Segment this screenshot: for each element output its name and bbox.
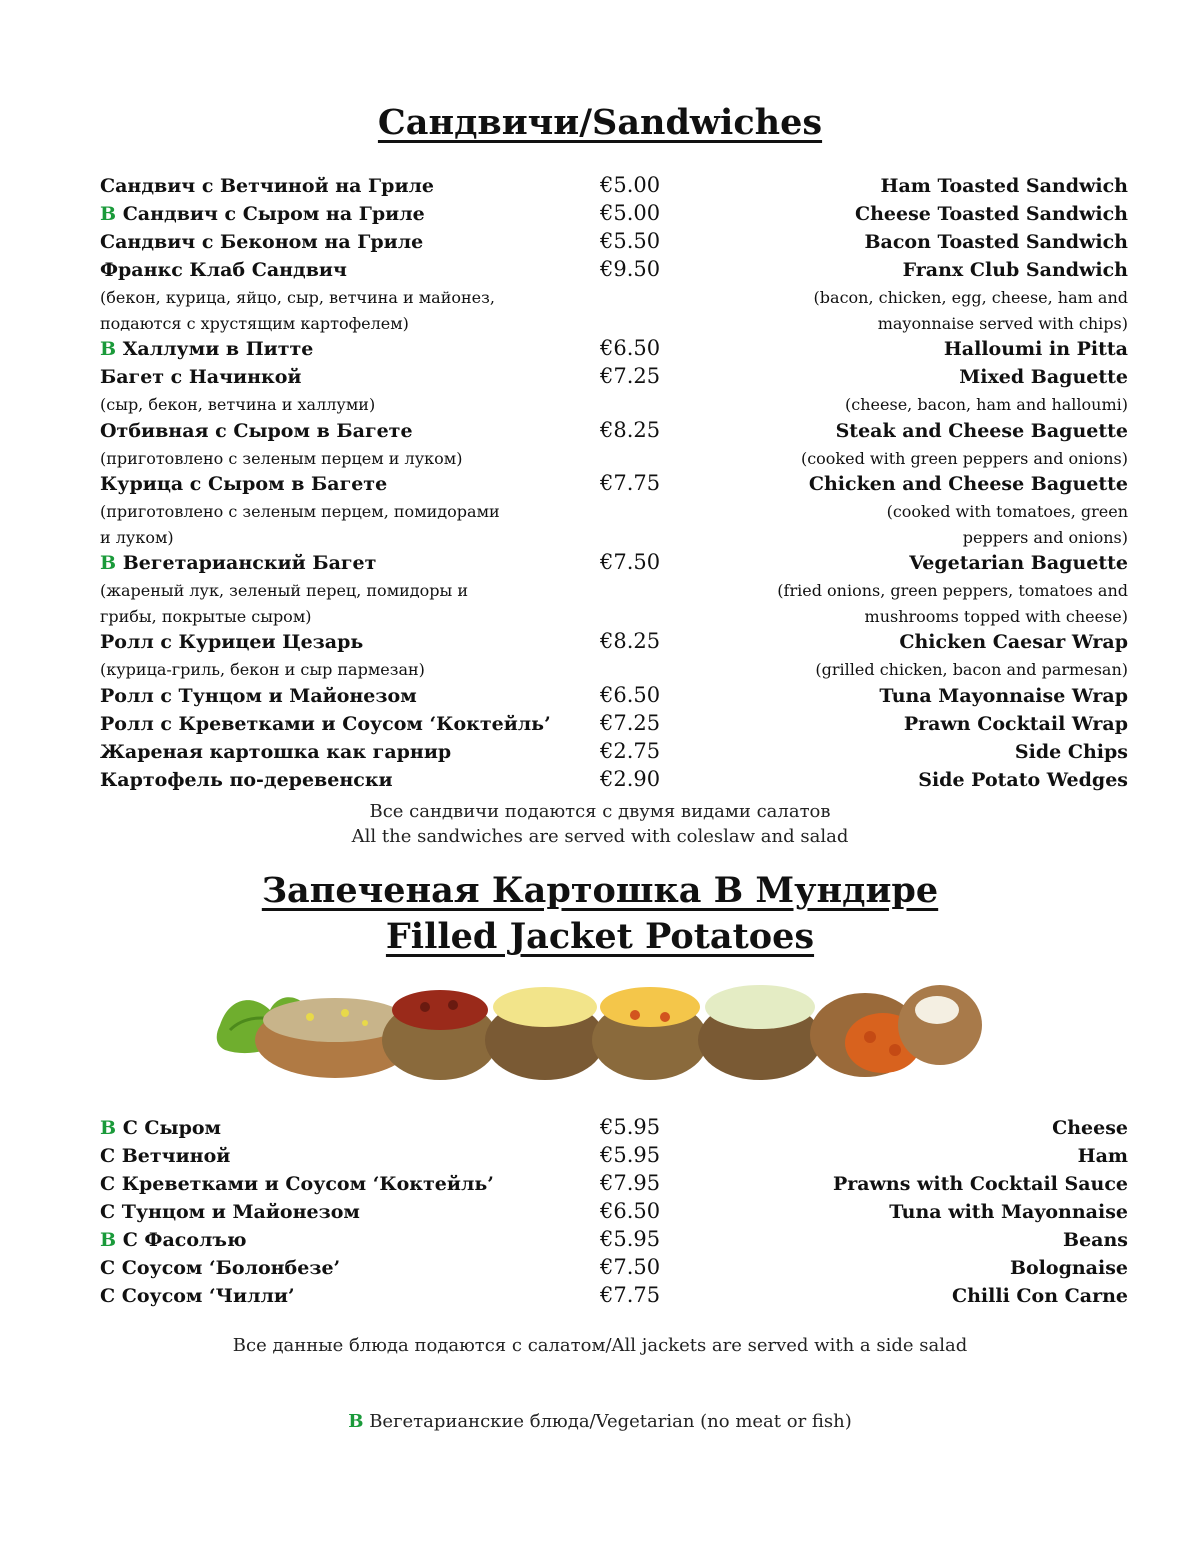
sandwich-list: [100, 173, 1128, 795]
description-line-en: (fried onions, green peppers, tomatoes and: [777, 581, 1128, 600]
item-name-ru: [100, 1145, 600, 1167]
menu-item: [100, 471, 1128, 550]
menu-item: [100, 229, 1128, 257]
sandwiches-note-ru: Все сандвичи подаются с двумя видами салатов: [369, 801, 831, 822]
description-line-en: (cooked with green peppers and onions): [800, 448, 1128, 468]
menu-item-row: [100, 629, 1128, 657]
menu-item-row: [100, 173, 1128, 201]
item-price: €5.00: [600, 201, 661, 225]
item-name-ru: [100, 631, 600, 653]
item-name-en: Ham: [1077, 1145, 1128, 1167]
menu-item-row: [100, 336, 1128, 364]
description-line-ru: (курица-гриль, бекон и сыр пармезан): [100, 660, 425, 679]
item-price: €6.50: [600, 1199, 661, 1223]
item-name-ru-text: Сандвич с Сыром на Гриле: [122, 203, 425, 225]
item-description: [100, 578, 1128, 629]
menu-item: [100, 364, 1128, 418]
item-name-en: Chicken and Cheese Baguette: [808, 473, 1128, 495]
item-name-en: Prawn Cocktail Wrap: [903, 712, 1128, 735]
item-description-ru: [100, 578, 580, 629]
description-line-en: (bacon, chicken, egg, cheese, ham and: [813, 288, 1128, 307]
item-name-ru-text: Ролл с Курицеи Цезарь: [100, 631, 364, 653]
item-price: €7.75: [600, 1283, 661, 1307]
item-name-ru: [100, 420, 600, 442]
item-price: €2.75: [600, 738, 661, 763]
item-price: €7.25: [600, 364, 661, 388]
item-name-ru-text: С Соусом ‘Чилли’: [100, 1285, 295, 1307]
item-name-ru-text: Жареная картошка как гарнир: [100, 740, 452, 763]
item-name-ru: [100, 685, 600, 707]
description-line-ru: (приготовлено с зеленым перцем и луком): [100, 448, 463, 468]
item-description-en: [708, 392, 1128, 418]
item-name-ru-text: Сандвич с Ветчиной на Гриле: [100, 175, 435, 197]
description-line-en: mushrooms topped with cheese): [864, 606, 1128, 626]
item-name-ru: [100, 1173, 600, 1195]
menu-item: [100, 711, 1128, 739]
menu-item-row: [100, 1143, 1128, 1171]
item-name-en: Cheese Toasted Sandwich: [854, 203, 1128, 225]
item-name-ru: [100, 259, 600, 281]
item-price: €7.75: [600, 471, 661, 495]
item-name-en: Cheese: [1052, 1117, 1128, 1139]
vegetarian-mark: В: [100, 552, 117, 574]
item-name-ru-text: Багет с Начинкой: [100, 366, 302, 388]
sandwiches-heading: Сандвичи/Sandwiches: [377, 102, 823, 143]
item-description: [100, 499, 1128, 550]
item-name-ru-text: Вегетарианский Багет: [122, 552, 377, 574]
item-price: €8.25: [600, 629, 661, 653]
vegetarian-mark: В: [100, 1117, 117, 1139]
item-name-ru-text: Халлуми в Питте: [122, 338, 314, 360]
item-name-en: Chilli Con Carne: [952, 1285, 1128, 1307]
item-price: €5.95: [600, 1143, 661, 1167]
menu-item: [100, 1199, 1128, 1227]
description-line-en: peppers and onions): [962, 527, 1128, 547]
item-name-ru: [100, 552, 600, 574]
item-name-ru: [100, 769, 600, 791]
item-name-ru-text: Отбивная с Сыром в Багете: [100, 419, 413, 442]
item-description: [100, 657, 1128, 683]
menu-item-row: [100, 767, 1128, 795]
item-name-en: Beans: [1063, 1229, 1128, 1251]
menu-item: [100, 173, 1128, 201]
description-line-en: (grilled chicken, bacon and parmesan): [815, 660, 1128, 679]
description-line-ru: (приготовлено с зеленым перцем, помидорами: [100, 502, 500, 521]
description-line-ru: (жареный лук, зеленый перец, помидоры и: [100, 581, 469, 600]
menu-item-row: [100, 1255, 1128, 1283]
jackets-heading-en: Filled Jacket Potatoes: [385, 916, 815, 957]
item-price: €9.50: [600, 257, 661, 281]
item-name-ru: [100, 713, 600, 735]
item-name-ru-text: С Креветками и Соусом ‘Коктейль’: [100, 1173, 494, 1195]
item-price: €7.50: [600, 550, 661, 574]
item-description-en: [708, 285, 1128, 336]
item-name-en: Ham Toasted Sandwich: [880, 175, 1128, 197]
menu-item-row: [100, 683, 1128, 711]
menu-item: [100, 683, 1128, 711]
item-name-ru-text: С Ветчиной: [100, 1145, 231, 1167]
item-name-ru-text: С Сыром: [122, 1117, 222, 1139]
menu-item-row: [100, 471, 1128, 499]
item-name-ru: [100, 1201, 600, 1223]
item-name-en: Vegetarian Baguette: [909, 552, 1128, 574]
menu-item-row: [100, 739, 1128, 767]
menu-item-row: [100, 418, 1128, 446]
item-name-en: Tuna Mayonnaise Wrap: [879, 684, 1128, 707]
menu-item-row: [100, 1227, 1128, 1255]
description-line-en: (cooked with tomatoes, green: [886, 502, 1128, 521]
item-name-ru: [100, 231, 600, 253]
menu-item: [100, 1227, 1128, 1255]
jackets-note: Все данные блюда подаются с салатом/All jackets are served with a side salad: [232, 1335, 968, 1356]
item-name-en: Mixed Baguette: [959, 366, 1128, 388]
menu-item: [100, 767, 1128, 795]
item-name-en: Side Potato Wedges: [918, 768, 1128, 791]
item-price: €7.95: [600, 1171, 661, 1195]
menu-item-row: [100, 201, 1128, 229]
item-price: €7.25: [600, 710, 661, 735]
item-price: €8.25: [600, 417, 661, 442]
item-name-ru-text: Картофель по-деревенски: [100, 768, 393, 791]
item-name-ru-text: Сандвич с Беконом на Гриле: [100, 231, 424, 253]
menu-item-row: [100, 1115, 1128, 1143]
menu-item-row: [100, 364, 1128, 392]
item-name-ru: [100, 1285, 600, 1307]
item-description-ru: [100, 446, 580, 472]
item-name-ru: [100, 366, 600, 388]
menu-item: [100, 550, 1128, 629]
item-name-en: Franx Club Sandwich: [902, 259, 1128, 281]
item-price: €6.50: [600, 336, 661, 360]
item-name-en: Bolognaise: [1009, 1257, 1128, 1279]
item-price: €2.90: [600, 766, 661, 791]
item-name-en: Prawns with Cocktail Sauce: [832, 1173, 1128, 1195]
vegetarian-mark: В: [100, 203, 117, 225]
item-description-ru: [100, 285, 580, 336]
item-description-en: [708, 499, 1128, 550]
item-name-ru: [100, 175, 600, 197]
menu-item: [100, 1171, 1128, 1199]
item-name-ru: [100, 741, 600, 763]
item-name-en: Bacon Toasted Sandwich: [864, 231, 1128, 253]
item-name-ru-text: С Фасолъю: [122, 1229, 247, 1251]
item-name-ru: [100, 1117, 600, 1139]
item-description-en: [708, 657, 1128, 683]
menu-item: [100, 739, 1128, 767]
vegetarian-mark: В: [100, 338, 117, 360]
jacket-potatoes-image: [215, 965, 985, 1085]
vegetarian-legend-mark: В: [348, 1411, 364, 1432]
vegetarian-mark: В: [100, 1229, 117, 1251]
item-price: €5.95: [600, 1227, 661, 1251]
item-price: €7.50: [600, 1255, 661, 1279]
item-name-ru: [100, 473, 600, 495]
menu-item: [100, 1255, 1128, 1283]
item-price: €5.50: [600, 229, 661, 253]
item-price: €6.50: [600, 682, 661, 707]
item-name-ru: [100, 203, 600, 225]
item-name-ru-text: Ролл с Тунцом и Майонезом: [100, 684, 417, 707]
item-description-ru: [100, 392, 580, 418]
menu-item: [100, 418, 1128, 472]
sandwiches-note-en: All the sandwiches are served with coleslaw and salad: [351, 826, 849, 847]
menu-item: [100, 336, 1128, 364]
item-price: €5.00: [600, 173, 661, 197]
vegetarian-legend: [0, 1409, 1200, 1434]
vegetarian-legend-text: Вегетарианские блюда/Vegetarian (no meat or fish): [369, 1411, 852, 1432]
description-line-ru: подаются с хрустящим картофелем): [100, 313, 409, 333]
menu-item: [100, 629, 1128, 683]
item-description-en: [708, 446, 1128, 472]
item-name-en: Tuna with Mayonnaise: [889, 1201, 1128, 1223]
menu-item: [100, 257, 1128, 336]
item-description-ru: [100, 499, 580, 550]
item-name-ru: [100, 1229, 600, 1251]
item-name-en: Steak and Cheese Baguette: [835, 419, 1128, 442]
jackets-heading-ru: Запеченая Картошка В Мундире: [261, 870, 939, 911]
item-name-ru-text: Франкс Клаб Сандвич: [100, 259, 347, 281]
menu-item-row: [100, 550, 1128, 578]
menu-item-row: [100, 711, 1128, 739]
item-description: [100, 446, 1128, 472]
item-description-ru: [100, 657, 580, 683]
item-description: [100, 285, 1128, 336]
item-name-ru-text: С Соусом ‘Болонбезе’: [100, 1257, 341, 1279]
item-name-ru-text: С Тунцом и Майонезом: [100, 1201, 360, 1223]
item-name-en: Chicken Caesar Wrap: [899, 631, 1128, 653]
item-description-en: [708, 578, 1128, 629]
item-name-ru: [100, 1257, 600, 1279]
item-name-ru-text: Курица с Сыром в Багете: [100, 473, 388, 495]
menu-item-row: [100, 1199, 1128, 1227]
item-name-ru-text: Ролл с Креветками и Соусом ‘Коктейль’: [100, 712, 551, 735]
item-name-en: Side Chips: [1014, 740, 1128, 763]
description-line-ru: (бекон, курица, яйцо, сыр, ветчина и майонез,: [100, 288, 495, 307]
menu-item: [100, 1283, 1128, 1311]
item-name-ru: [100, 338, 600, 360]
menu-item: [100, 201, 1128, 229]
description-line-ru: грибы, покрытые сыром): [100, 606, 312, 626]
menu-item-row: [100, 1171, 1128, 1199]
menu-item-row: [100, 1283, 1128, 1311]
jacket-list: [100, 1115, 1128, 1311]
item-price: €5.95: [600, 1115, 661, 1139]
menu-item: [100, 1143, 1128, 1171]
item-name-en: Halloumi in Pitta: [943, 338, 1128, 360]
description-line-en: (cheese, bacon, ham and halloumi): [845, 395, 1128, 414]
description-line-ru: и луком): [100, 527, 174, 547]
description-line-en: mayonnaise served with chips): [877, 313, 1128, 333]
description-line-ru: (сыр, бекон, ветчина и халлуми): [100, 395, 376, 414]
menu-item-row: [100, 257, 1128, 285]
menu-item-row: [100, 229, 1128, 257]
item-description: [100, 392, 1128, 418]
menu-item: [100, 1115, 1128, 1143]
